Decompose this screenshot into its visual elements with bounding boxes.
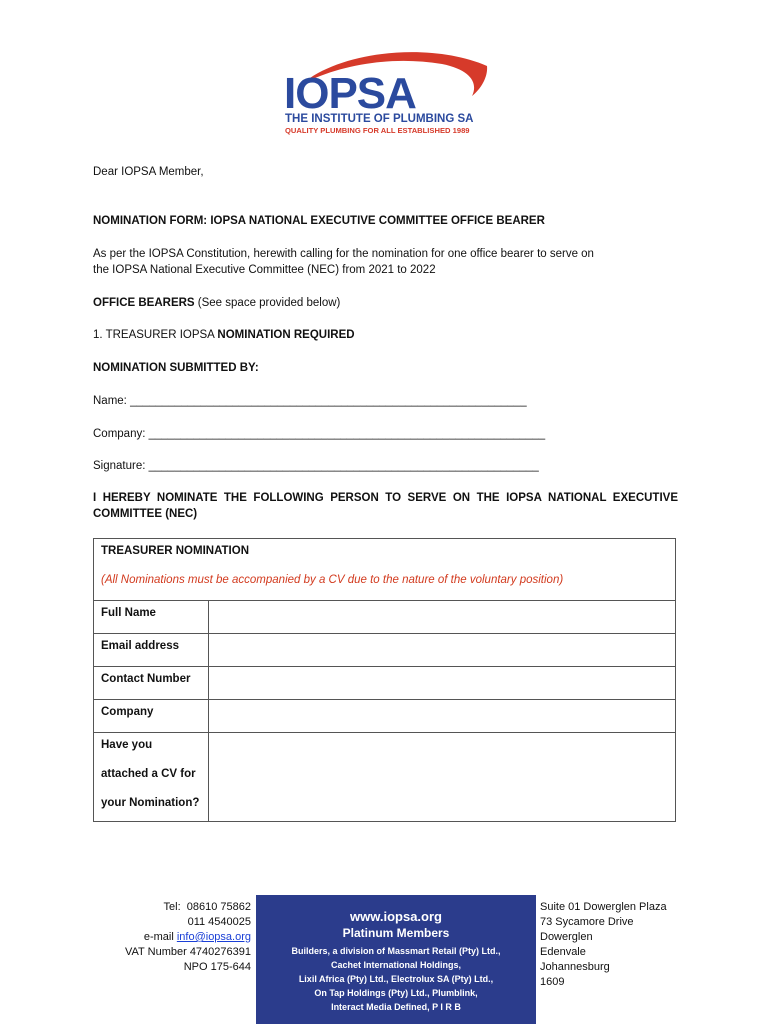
email-link[interactable]: info@iopsa.org [176,931,251,943]
intro-paragraph [93,246,678,278]
footer-email [100,930,251,945]
table-row [94,667,676,700]
intro-line-2: the IOPSA National Executive Committee (NEC) from 2021 to 2022 [93,264,436,276]
company-field[interactable]: Company: ______________________________________________________________ [93,428,546,440]
cv-question-line-1: Have you [101,739,153,751]
contact-label: Contact Number [94,667,209,700]
office-bearers-note: (See space provided below) [194,297,341,309]
logo-subtitle: THE INSTITUTE OF PLUMBING SA [285,113,474,125]
member-line: Interact Media Defined, P I R B [331,1002,461,1012]
treasurer-line [93,327,355,343]
nomination-required: NOMINATION REQUIRED [217,329,355,341]
npo-number: NPO 175-644 [183,961,251,973]
treasurer-label: 1. TREASURER IOPSA [93,329,218,341]
office-bearers-line [93,295,340,311]
table-header: TREASURER NOMINATION [101,545,250,557]
address-line: 73 Sycamore Drive [540,916,634,928]
email-label: e-mail [143,931,177,943]
nominate-line-2: COMMITTEE (NEC) [93,508,198,520]
table-header-row [94,539,676,601]
member-line: Builders, a division of Massmart Retail (Pty) Ltd., [291,946,501,956]
table-row [94,733,676,822]
table-row [94,601,676,634]
table-row [94,634,676,667]
nominate-statement [93,490,678,522]
member-line: Cachet International Holdings, [330,960,461,970]
address-line: Dowerglen [540,931,593,943]
intro-line-1: As per the IOPSA Constitution, herewith calling for the nomination for one office bearer to serve on [93,248,594,260]
footer-tel [100,900,251,915]
nominate-line-1: I HEREBY NOMINATE THE FOLLOWING PERSON TO SERVE ON THE IOPSA NATIONAL EXECUTIVE [93,492,678,504]
full-name-input[interactable] [209,601,676,634]
cv-answer-input[interactable] [209,733,676,822]
logo-tagline: QUALITY PLUMBING FOR ALL ESTABLISHED 1989 [285,126,470,135]
logo-wordmark: IOPSA [284,69,416,118]
form-title: NOMINATION FORM: IOPSA NATIONAL EXECUTIVE COMMITTEE OFFICE BEARER [93,215,545,227]
iopsa-logo [282,46,492,138]
footer-address [540,900,720,990]
email-label: Email address [94,634,209,667]
company-label: Company [94,700,209,733]
table-header-cell [94,539,676,601]
cv-question-label [94,733,209,822]
member-line: Lixil Africa (Pty) Ltd., Electrolux SA (Pty) Ltd., [298,974,494,984]
address-line: Johannesburg [540,961,610,973]
members-list [256,944,536,1014]
name-field[interactable]: Name: ______________________________________________________________ [93,395,527,407]
address-line: Edenvale [540,946,586,958]
cv-question-line-3: your Nomination? [101,797,200,809]
submitted-by-heading: NOMINATION SUBMITTED BY: [93,362,259,374]
full-name-label: Full Name [94,601,209,634]
platinum-heading: Platinum Members [342,926,450,940]
cv-requirement-note: (All Nominations must be accompanied by a CV due to the nature of the voluntary position) [101,574,564,586]
signature-field[interactable]: Signature: _____________________________________________________________ [93,460,539,472]
tel-label: Tel: [163,901,181,913]
office-bearers-heading: OFFICE BEARERS [93,297,195,309]
table-row [94,700,676,733]
tel-number-2: 011 4540025 [187,916,251,928]
footer-contact [100,900,251,975]
website: www.iopsa.org [350,909,442,924]
vat-number: VAT Number 4740276391 [125,946,251,958]
platinum-members-box [256,895,536,1024]
address-line: 1609 [540,976,565,988]
member-line: On Tap Holdings (Pty) Ltd., Plumblink, [314,988,478,998]
contact-input[interactable] [209,667,676,700]
company-input[interactable] [209,700,676,733]
address-line: Suite 01 Dowerglen Plaza [540,901,667,913]
salutation: Dear IOPSA Member, [93,166,204,178]
email-input[interactable] [209,634,676,667]
cv-question-line-2: attached a CV for [101,768,196,780]
tel-number-1: 08610 75862 [186,901,251,913]
nomination-table [93,538,676,822]
